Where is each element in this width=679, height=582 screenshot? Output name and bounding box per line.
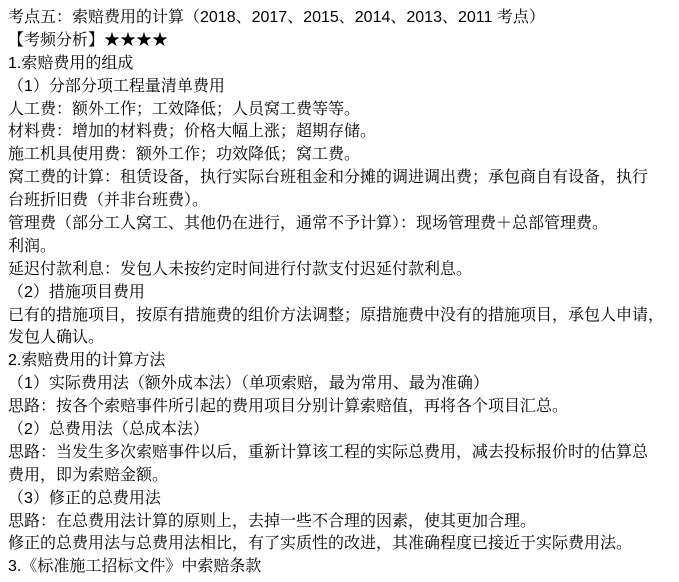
text-line: 窝工费的计算：租赁设备，执行实际台班租金和分摊的调进调出费；承包商自有设备，执行 <box>8 169 649 187</box>
section-2-heading: 2.索赔费用的计算方法 <box>8 352 166 370</box>
frequency-rating: 【考频分析】★★★★ <box>8 31 169 49</box>
section-3-heading: 3.《标准施工招标文件》中索赔条款 <box>8 558 262 576</box>
text-line: 延迟付款利息：发包人未按约定时间进行付款支付迟延付款利息。 <box>8 260 473 278</box>
subsection-heading: （1）实际费用法（额外成本法）（单项索赔，最为常用、最为准确） <box>8 375 489 393</box>
text-line: 修正的总费用法与总费用法相比，有了实质性的改进，其准确程度已接近于实际费用法。 <box>8 535 633 553</box>
text-line: 思路：当发生多次索赔事件以后，重新计算该工程的实际总费用，减去投标报价时的估算总 <box>8 443 649 461</box>
text-line: 利润。 <box>8 237 57 255</box>
text-line: 思路：按各个索赔事件所引起的费用项目分别计算索赔值，再将各个项目汇总。 <box>8 398 569 416</box>
topic-title: 考点五：索赔费用的计算（2018、2017、2015、2014、2013、2011 考点） <box>8 9 545 26</box>
text-line: 材料费：增加的材料费；价格大幅上涨；超期存储。 <box>8 123 377 141</box>
text-line: 思路：在总费用法计算的原则上，去掉一些不合理的因素，使其更加合理。 <box>8 512 537 530</box>
text-line: 施工机具使用费：额外工作；功效降低；窝工费。 <box>8 146 361 164</box>
text-line: 发包人确认。 <box>8 329 105 347</box>
text-line: 台班折旧费（并非台班费）。 <box>8 192 209 210</box>
text-line: 费用，即为索赔金额。 <box>8 466 169 484</box>
text-line: 管理费（部分工人窝工、其他仍在进行，通常不予计算）：现场管理费＋总部管理费。 <box>8 215 609 233</box>
text-line: 人工费：额外工作；工效降低；人员窝工费等等。 <box>8 100 361 118</box>
subsection-heading: （1）分部分项工程量清单费用 <box>8 77 225 95</box>
text-line: 已有的措施项目，按原有措施费的组价方法调整；原措施费中没有的措施项目，承包人申请， <box>8 306 665 324</box>
subsection-heading: （2）措施项目费用 <box>8 283 145 301</box>
subsection-heading: （3）修正的总费用法 <box>8 489 161 507</box>
section-1-heading: 1.索赔费用的组成 <box>8 54 134 72</box>
subsection-heading: （2）总费用法（总成本法） <box>8 421 209 439</box>
